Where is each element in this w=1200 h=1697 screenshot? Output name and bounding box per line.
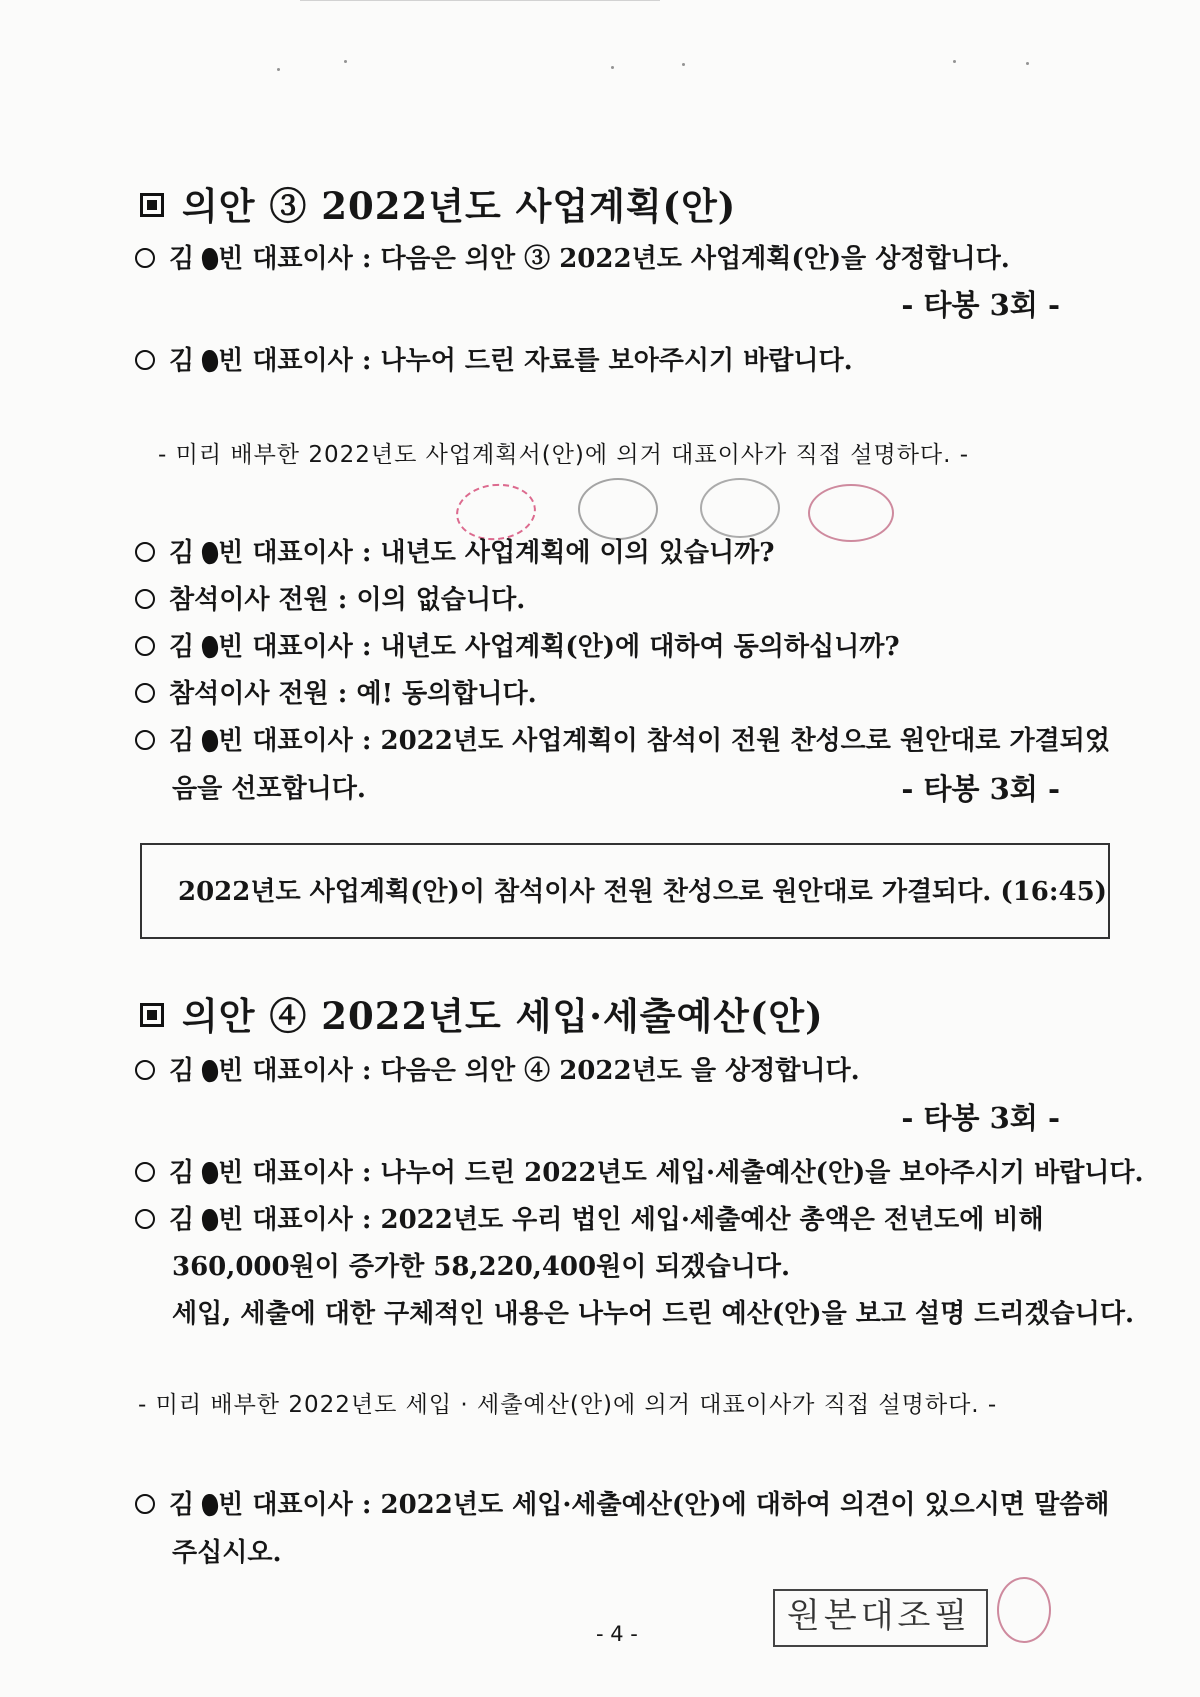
red-seal-stamp [808,484,894,542]
redaction-mark [200,1161,220,1185]
minutes-line: 김 빈 대표이사 : 내년도 사업계획(안)에 대하여 동의하십니까? [135,634,900,660]
circle-bullet-icon [135,589,155,609]
circle-bullet-icon [135,350,155,370]
gavel-note: - 타봉 3회 - [901,288,1060,322]
page-number: - 4 - [596,1622,638,1646]
red-seal-stamp [997,1577,1051,1643]
redaction-mark [200,1059,220,1083]
redaction-mark [200,247,220,271]
minutes-line: 김 빈 대표이사 : 내년도 사업계획에 이의 있습니까? [135,540,775,566]
red-seal-stamp [453,480,538,544]
circle-bullet-icon [135,542,155,562]
minutes-line-continued: 세입, 세출에 대한 구체적인 내용은 나누어 드린 예산(안)을 보고 설명 드리겠습니다. [172,1299,1135,1329]
resolution-box [140,843,1110,939]
redaction-mark [200,635,220,659]
circle-bullet-icon [135,1494,155,1514]
scan-speck [344,60,347,63]
minutes-line: 김 빈 대표이사 : 다음은 의안 ③ 2022년도 사업계획(안)을 상정합니다. [135,246,1010,272]
minutes-line: 김 빈 대표이사 : 나누어 드린 자료를 보아주시기 바랍니다. [135,348,853,374]
scan-artifact-line [300,0,660,1]
square-bullet-icon [140,1003,164,1027]
seal-stamp [578,478,658,540]
certified-copy-stamp [773,1589,988,1647]
circle-bullet-icon [135,248,155,268]
square-bullet-icon [140,193,164,217]
scan-speck [953,60,956,63]
scan-speck [682,63,685,66]
scan-speck [611,66,614,69]
minutes-line: 김 빈 대표이사 : 2022년도 우리 법인 세입·세출예산 총액은 전년도에 비해 [135,1207,1044,1233]
minutes-line-continued: 음을 선포합니다. [172,774,366,804]
resolution-text: 2022년도 사업계획(안)이 참석이사 전원 찬성으로 원안대로 가결되다. (16:45) [178,877,1107,907]
minutes-line: 참석이사 전원 : 예! 동의합니다. [135,681,537,707]
circle-bullet-icon [135,730,155,750]
gavel-note: - 타봉 3회 - [901,772,1060,806]
redaction-mark [200,729,220,753]
minutes-line-continued: 주십시오. [172,1538,282,1568]
minutes-line: 김 빈 대표이사 : 나누어 드린 2022년도 세입·세출예산(안)을 보아주시기 바랍니다. [135,1160,1144,1186]
redaction-mark [200,1208,220,1232]
gavel-note: - 타봉 3회 - [901,1101,1060,1135]
scan-speck [277,68,280,71]
minutes-line: 김 빈 대표이사 : 2022년도 사업계획이 참석이 전원 찬성으로 원안대로 가결되었 [135,728,1110,754]
minutes-line: 김 빈 대표이사 : 다음은 의안 ④ 2022년도 을 상정합니다. [135,1058,860,1084]
minutes-line: 김 빈 대표이사 : 2022년도 세입·세출예산(안)에 대하여 의견이 있으시면 말씀해 [135,1492,1109,1518]
redaction-mark [200,1493,220,1517]
minutes-line-continued: 360,000원이 증가한 58,220,400원이 되겠습니다. [172,1252,791,1282]
circle-bullet-icon [135,1209,155,1229]
redaction-mark [200,349,220,373]
circle-bullet-icon [135,1060,155,1080]
circle-bullet-icon [135,636,155,656]
seal-stamp [700,478,780,538]
agenda-4-heading: 의안 ④ 2022년도 세입·세출예산(안) [140,986,824,1040]
stamp-text: 원본대조필 [787,1596,972,1636]
explanation-note: - 미리 배부한 2022년도 세입 · 세출예산(안)에 의거 대표이사가 직접 설명하다. - [138,1392,998,1418]
circle-bullet-icon [135,683,155,703]
minutes-line: 참석이사 전원 : 이의 없습니다. [135,587,525,613]
scan-speck [1026,62,1029,65]
circle-bullet-icon [135,1162,155,1182]
agenda-3-heading: 의안 ③ 2022년도 사업계획(안) [140,176,736,230]
redaction-mark [200,541,220,565]
explanation-note: - 미리 배부한 2022년도 사업계획서(안)에 의거 대표이사가 직접 설명하다. - [158,442,970,468]
